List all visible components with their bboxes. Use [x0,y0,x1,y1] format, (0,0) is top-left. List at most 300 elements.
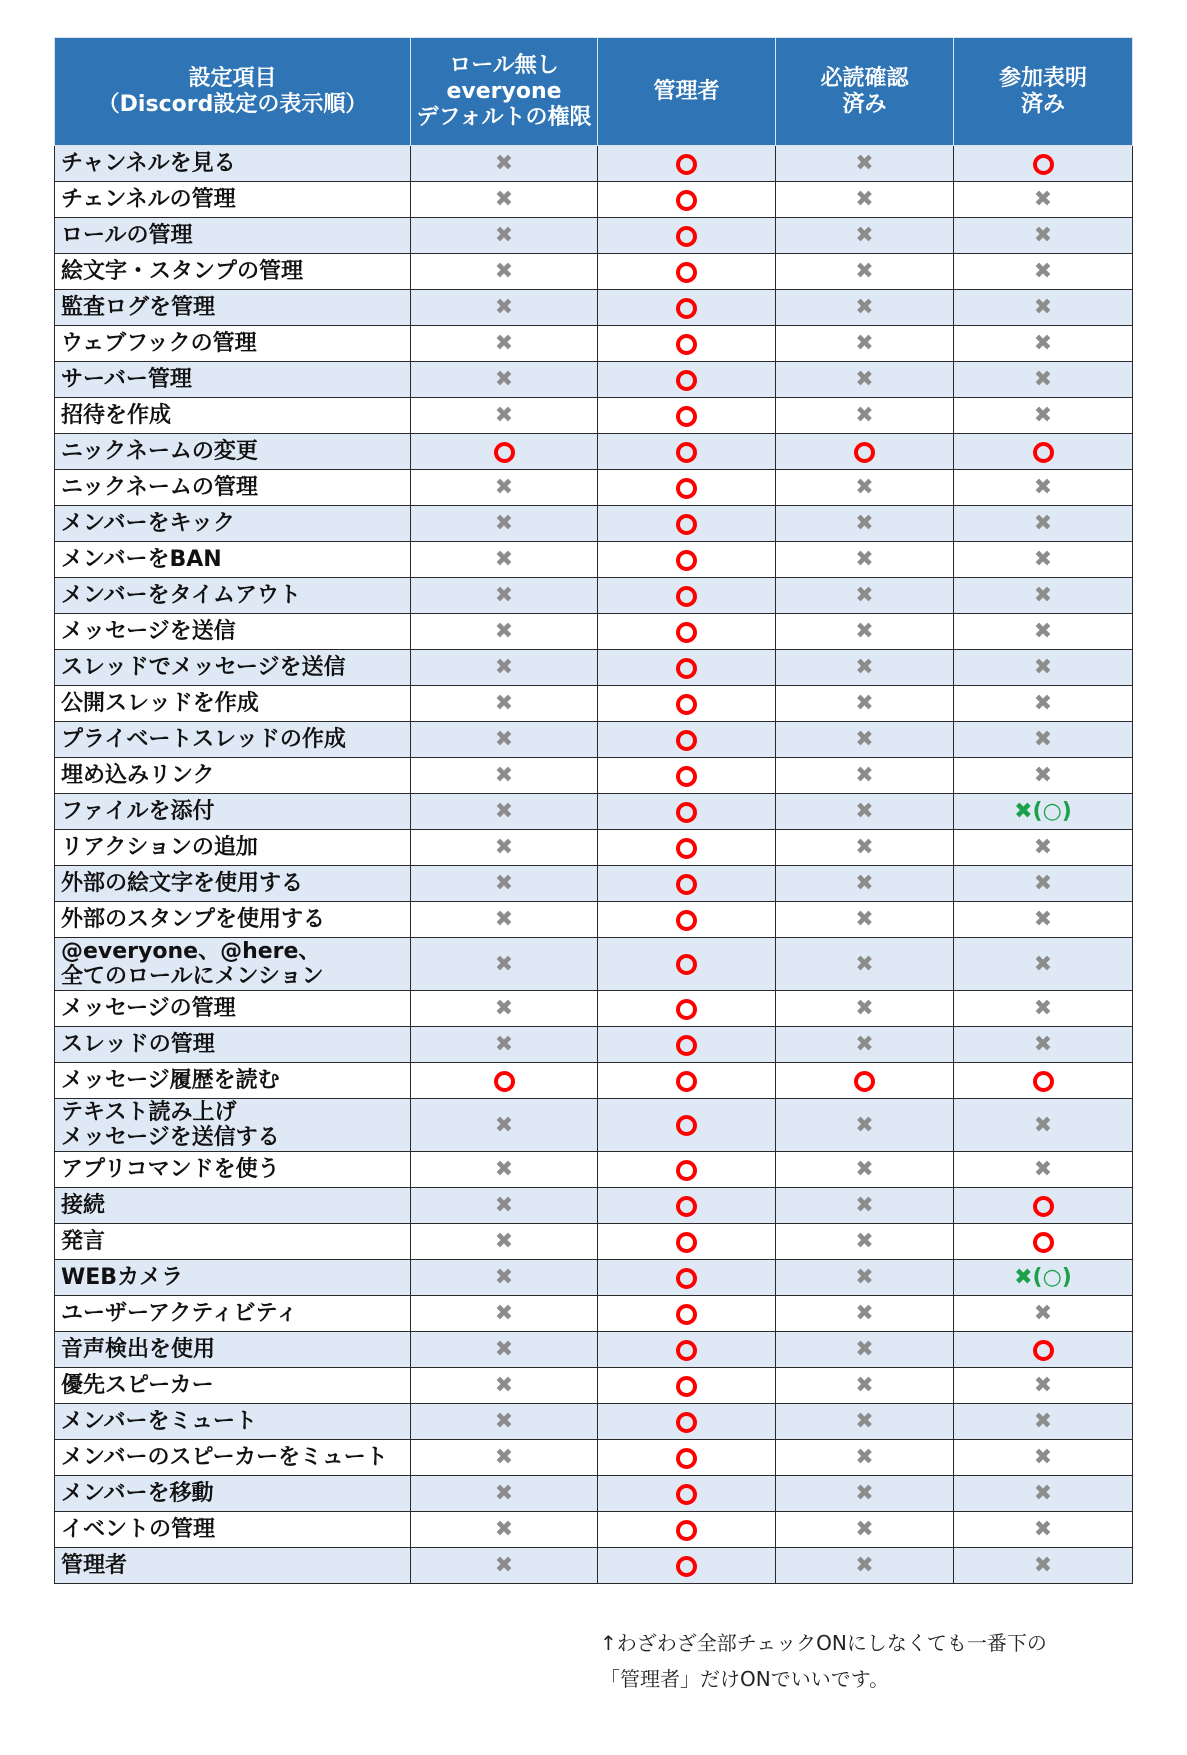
setting-name-line: メッセージを送信 [61,619,236,644]
cell-no-role [411,542,598,578]
cell-admin [598,830,776,866]
cell-admin [598,1332,776,1368]
cross-mark-icon: ✖ [1033,1445,1053,1470]
setting-name [55,902,411,938]
cell-admin [598,398,776,434]
cell-no-role [411,362,598,398]
cell-rules-read [776,614,954,650]
cross-mark-icon: ✖ [1033,1481,1053,1506]
circle-mark-icon [676,586,697,607]
cross-mark-icon: ✖ [1033,1112,1053,1138]
cross-mark-icon: ✖ [855,1481,874,1506]
cross-mark-icon: ✖ [494,1193,514,1218]
cross-mark-icon: ✖ [1033,511,1053,536]
cell-joined [954,686,1133,722]
circle-mark-icon [676,1520,697,1541]
cross-mark-icon: ✖ [1033,907,1053,932]
setting-name [55,1296,411,1332]
header-line: 済み [842,91,887,117]
cell-admin [598,1152,776,1188]
circle-mark-icon [494,442,515,463]
cross-mark-icon: ✖ [855,763,874,788]
setting-name [55,866,411,902]
cross-mark-icon: ✖ [494,1229,514,1254]
cross-mark-icon: ✖ [1033,691,1053,716]
table-row [55,398,1133,434]
cell-rules-read [776,1099,954,1152]
cell-rules-read [776,1260,954,1296]
setting-name [55,794,411,830]
cross-mark-icon: ✖ [855,799,874,824]
table-header [55,38,1133,146]
cell-joined [954,1296,1133,1332]
setting-name [55,290,411,326]
cross-mark-icon: ✖ [494,1481,514,1506]
circle-mark-icon [854,1071,875,1092]
footnote-line: ↑わざわざ全部チェックONにしなくても一番下の [600,1631,1047,1655]
cell-joined [954,794,1133,830]
cell-admin [598,1099,776,1152]
setting-name-line: 外部の絵文字を使用する [61,871,304,896]
table-row [55,1440,1133,1476]
setting-name [55,1260,411,1296]
cross-mark-icon: ✖ [855,691,874,716]
header-line: ロール無し [449,52,559,78]
circle-mark-icon [1033,1232,1054,1253]
cross-mark-icon: ✖ [494,1032,514,1057]
cross-mark-icon: ✖ [494,1517,514,1542]
setting-name-line: リアクションの追加 [61,835,258,860]
cell-rules-read [776,1152,954,1188]
cell-rules-read [776,254,954,290]
cell-rules-read [776,902,954,938]
cell-no-role [411,866,598,902]
setting-name-line: 発言 [61,1229,106,1254]
cross-mark-icon: ✖ [494,907,514,932]
table-row [55,1512,1133,1548]
setting-name [55,758,411,794]
table-row [55,686,1133,722]
setting-name-line: @everyone、@here、 [61,939,321,964]
cell-admin [598,1404,776,1440]
cell-rules-read [776,830,954,866]
cell-rules-read [776,1188,954,1224]
setting-name-line: アプリコマンドを使う [61,1157,280,1182]
cross-mark-icon: ✖ [494,835,514,860]
setting-name-line: サーバー管理 [61,367,192,392]
setting-name [55,1188,411,1224]
cross-mark-icon: ✖ [1033,763,1053,788]
cell-joined [954,866,1133,902]
cell-rules-read [776,1404,954,1440]
cell-joined [954,326,1133,362]
cross-mark-icon: ✖ [855,907,874,932]
table-row [55,866,1133,902]
circle-mark-icon [676,1484,697,1505]
setting-name-line: スレッドの管理 [61,1032,215,1057]
setting-name-line: メッセージを送信する [61,1125,280,1150]
circle-mark-icon [676,1556,697,1577]
header-line: everyone [446,78,562,104]
cross-mark-icon: ✖ [494,619,514,644]
setting-name-line: 全てのロールにメンション [61,964,324,989]
cross-mark-icon: ✖ [494,259,514,284]
cross-circle-mark-icon: ✖(○) [1014,1265,1072,1290]
header-rules-read [776,38,954,146]
cell-no-role [411,1512,598,1548]
circle-mark-icon [676,999,697,1020]
cell-admin [598,578,776,614]
cell-admin [598,1188,776,1224]
table-row [55,1224,1133,1260]
circle-mark-icon [676,442,697,463]
table-row [55,182,1133,218]
cross-mark-icon: ✖ [1033,331,1053,356]
cell-joined [954,1260,1133,1296]
cross-mark-icon: ✖ [855,367,874,392]
setting-name [55,1152,411,1188]
setting-name [55,542,411,578]
cell-rules-read [776,470,954,506]
circle-mark-icon [676,874,697,895]
cell-no-role [411,1224,598,1260]
setting-name [55,614,411,650]
cross-mark-icon: ✖ [1033,835,1053,860]
cell-joined [954,218,1133,254]
cross-mark-icon: ✖ [1033,996,1053,1021]
cross-mark-icon: ✖ [494,1409,514,1434]
cross-mark-icon: ✖ [1033,187,1053,212]
header-line: デフォルトの権限 [416,104,592,130]
cell-admin [598,991,776,1027]
cross-mark-icon: ✖ [494,996,514,1021]
cell-admin [598,1440,776,1476]
table-row [55,938,1133,991]
table-row [55,1368,1133,1404]
cross-mark-icon: ✖ [1033,547,1053,572]
cell-no-role [411,290,598,326]
cross-mark-icon: ✖ [1033,871,1053,896]
circle-mark-icon [676,478,697,499]
table-row [55,1027,1133,1063]
cell-no-role [411,218,598,254]
table-row [55,254,1133,290]
cell-admin [598,1027,776,1063]
circle-mark-icon [676,766,697,787]
cross-mark-icon: ✖ [855,619,874,644]
cell-no-role [411,1332,598,1368]
cross-mark-icon: ✖ [1033,1301,1053,1326]
setting-name-line: ロールの管理 [61,223,193,248]
cell-no-role [411,1188,598,1224]
cell-rules-read [776,938,954,991]
cell-no-role [411,794,598,830]
table-row [55,506,1133,542]
cell-rules-read [776,1512,954,1548]
cell-joined [954,1404,1133,1440]
setting-name-line: メッセージの管理 [61,996,236,1021]
setting-name [55,830,411,866]
cell-admin [598,1476,776,1512]
circle-mark-icon [676,154,697,175]
cell-rules-read [776,758,954,794]
circle-mark-icon [676,550,697,571]
setting-name-line: メンバーをBAN [61,547,222,572]
setting-name-line: 招待を作成 [61,403,172,428]
cell-admin [598,614,776,650]
table-row [55,542,1133,578]
circle-mark-icon [676,622,697,643]
cross-mark-icon: ✖ [1033,1373,1053,1398]
setting-name-line: 絵文字・スタンプの管理 [61,259,304,284]
cross-mark-icon: ✖ [494,583,514,608]
table-row [55,1548,1133,1584]
cell-joined [954,1224,1133,1260]
setting-name [55,434,411,470]
cell-admin [598,1063,776,1099]
table-row [55,991,1133,1027]
cell-admin [598,866,776,902]
table-row [55,1099,1133,1152]
cross-mark-icon: ✖ [494,1553,514,1578]
cell-no-role [411,182,598,218]
table-row [55,1063,1133,1099]
header-line: 済み [1020,91,1065,117]
cross-mark-icon: ✖ [1033,727,1053,752]
setting-name [55,362,411,398]
table-row [55,758,1133,794]
cell-joined [954,938,1133,991]
circle-mark-icon [676,1160,697,1181]
setting-name-line: 接続 [61,1193,106,1218]
cell-rules-read [776,362,954,398]
circle-mark-icon [494,1071,515,1092]
setting-name [55,1512,411,1548]
cross-mark-icon: ✖ [494,547,514,572]
cell-rules-read [776,182,954,218]
setting-name-line: ニックネームの管理 [61,475,258,500]
cross-mark-icon: ✖ [494,1112,514,1138]
cell-rules-read [776,1332,954,1368]
cell-no-role [411,398,598,434]
setting-name-line: ファイルを添付 [61,799,215,824]
cell-no-role [411,902,598,938]
setting-name-line: 埋め込みリンク [61,763,215,788]
cell-rules-read [776,146,954,182]
cross-mark-icon: ✖ [855,1517,874,1542]
cross-mark-icon: ✖ [1033,619,1053,644]
permissions-table-container [54,37,1132,1584]
cross-mark-icon: ✖ [855,996,874,1021]
cell-joined [954,1332,1133,1368]
setting-name-line: 監査ログを管理 [61,295,216,320]
cross-mark-icon: ✖ [494,403,514,428]
setting-name [55,650,411,686]
cell-joined [954,902,1133,938]
setting-name [55,218,411,254]
cell-admin [598,506,776,542]
circle-mark-icon [676,406,697,427]
cross-mark-icon: ✖ [855,259,874,284]
cross-mark-icon: ✖ [855,1193,874,1218]
cross-mark-icon: ✖ [855,835,874,860]
cell-rules-read [776,542,954,578]
cross-mark-icon: ✖ [855,1157,874,1182]
cross-mark-icon: ✖ [494,187,514,212]
setting-name [55,578,411,614]
setting-name-line: ユーザーアクティビティ [61,1301,298,1326]
cell-no-role [411,1476,598,1512]
table-row [55,1332,1133,1368]
cell-no-role [411,506,598,542]
table-row [55,614,1133,650]
cell-joined [954,1476,1133,1512]
permissions-table [54,37,1133,1584]
footnote [600,1625,1160,1697]
cross-mark-icon: ✖ [1033,367,1053,392]
table-row [55,1152,1133,1188]
header-row [55,38,1133,146]
cell-admin [598,1512,776,1548]
table-row [55,1296,1133,1332]
cross-mark-icon: ✖ [494,1265,514,1290]
cell-no-role [411,1027,598,1063]
circle-mark-icon [676,514,697,535]
circle-mark-icon [676,910,697,931]
setting-name [55,991,411,1027]
cross-mark-icon: ✖ [1033,1409,1053,1434]
cross-mark-icon: ✖ [855,1032,874,1057]
cell-rules-read [776,326,954,362]
cross-mark-icon: ✖ [1033,1157,1053,1182]
cross-mark-icon: ✖ [494,763,514,788]
cell-rules-read [776,434,954,470]
table-row [55,722,1133,758]
setting-name-line: ニックネームの変更 [61,439,258,464]
cross-mark-icon: ✖ [1033,655,1053,680]
cell-joined [954,434,1133,470]
cell-admin [598,1224,776,1260]
cell-rules-read [776,290,954,326]
cross-mark-icon: ✖ [494,951,514,977]
setting-name-line: テキスト読み上げ [61,1100,237,1125]
cell-admin [598,722,776,758]
table-body [55,146,1133,1584]
cross-circle-mark-icon: ✖(○) [1014,799,1072,824]
cell-admin [598,650,776,686]
cell-admin [598,290,776,326]
cell-no-role [411,991,598,1027]
cell-rules-read [776,1063,954,1099]
cell-joined [954,290,1133,326]
cell-rules-read [776,1296,954,1332]
cross-mark-icon: ✖ [855,1301,874,1326]
cell-joined [954,254,1133,290]
setting-name-line: チャンネルを見る [61,151,236,176]
table-row [55,650,1133,686]
cell-admin [598,434,776,470]
setting-name-line: メッセージ履歴を読む [61,1068,280,1093]
cross-mark-icon: ✖ [494,1157,514,1182]
table-row [55,794,1133,830]
circle-mark-icon [676,1071,697,1092]
cross-mark-icon: ✖ [855,1445,874,1470]
setting-name-line: WEBカメラ [61,1265,184,1290]
cell-joined [954,1099,1133,1152]
cell-rules-read [776,1224,954,1260]
setting-name-line: 公開スレッドを作成 [61,691,259,716]
cell-rules-read [776,991,954,1027]
cell-rules-read [776,866,954,902]
cell-admin [598,254,776,290]
header-setting-item [55,38,411,146]
cross-mark-icon: ✖ [1033,1032,1053,1057]
cross-mark-icon: ✖ [855,1265,874,1290]
setting-name [55,1476,411,1512]
cross-mark-icon: ✖ [855,223,874,248]
cell-rules-read [776,506,954,542]
circle-mark-icon [854,442,875,463]
circle-mark-icon [676,190,697,211]
cross-mark-icon: ✖ [1033,1517,1053,1542]
circle-mark-icon [1033,1196,1054,1217]
cell-rules-read [776,650,954,686]
cross-mark-icon: ✖ [855,547,874,572]
circle-mark-icon [676,1448,697,1469]
cell-joined [954,470,1133,506]
cell-admin [598,218,776,254]
setting-name [55,1224,411,1260]
setting-name-line: メンバーを移動 [61,1481,214,1506]
cell-admin [598,362,776,398]
cell-no-role [411,1440,598,1476]
circle-mark-icon [676,370,697,391]
cell-joined [954,991,1133,1027]
cell-joined [954,182,1133,218]
cell-no-role [411,1404,598,1440]
cell-joined [954,1512,1133,1548]
header-line: 管理者 [653,78,720,104]
circle-mark-icon [676,1115,697,1136]
setting-name [55,722,411,758]
cell-no-role [411,254,598,290]
cell-rules-read [776,686,954,722]
cross-mark-icon: ✖ [494,799,514,824]
cell-joined [954,1188,1133,1224]
circle-mark-icon [676,658,697,679]
circle-mark-icon [676,334,697,355]
cell-admin [598,542,776,578]
setting-name [55,506,411,542]
cell-rules-read [776,1368,954,1404]
cell-no-role [411,1548,598,1584]
header-line: 参加表明 [998,65,1087,91]
cell-joined [954,722,1133,758]
cross-mark-icon: ✖ [1033,295,1053,320]
cell-admin [598,902,776,938]
cell-joined [954,542,1133,578]
circle-mark-icon [676,262,697,283]
cross-mark-icon: ✖ [494,655,514,680]
table-row [55,290,1133,326]
table-row [55,1260,1133,1296]
cell-admin [598,1260,776,1296]
setting-name [55,686,411,722]
header-line: 設定項目 [188,65,277,91]
cross-mark-icon: ✖ [1033,475,1053,500]
setting-name [55,1404,411,1440]
header-line: 必読確認 [820,65,909,91]
